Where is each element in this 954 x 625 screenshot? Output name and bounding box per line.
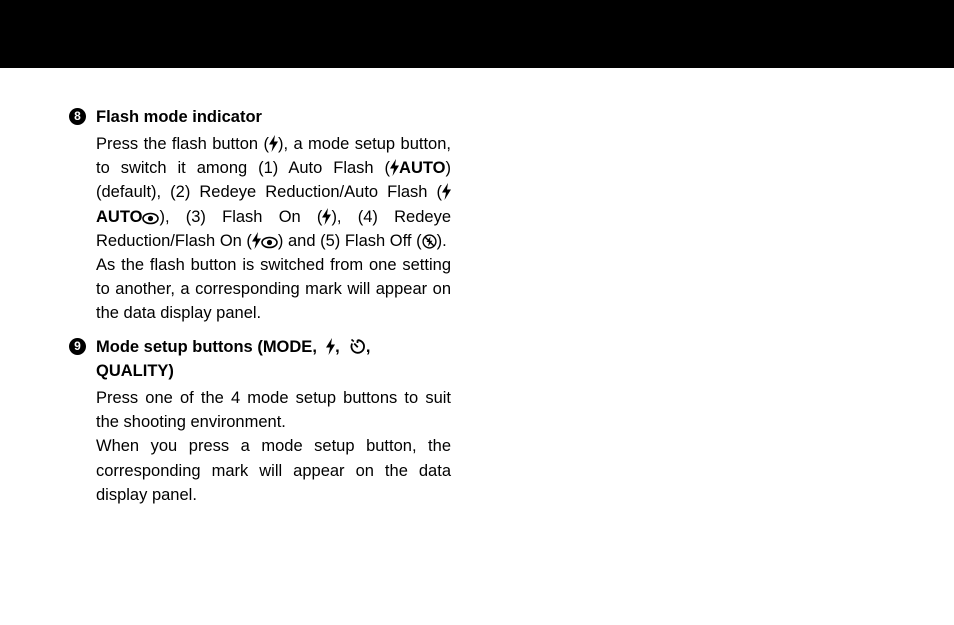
flash-icon — [252, 232, 261, 249]
text-run: ), a mode setup button, to switch it among (1) Auto Flash ( — [96, 135, 451, 178]
section-mode-setup-buttons — [69, 335, 469, 507]
section-heading: Flash mode indicator — [96, 108, 262, 126]
heading-text: , — [365, 338, 371, 356]
text-run: ). — [436, 231, 447, 250]
item-number-9: 9 — [69, 338, 86, 355]
redeye-icon — [142, 212, 159, 225]
auto-label: AUTO — [96, 207, 143, 226]
self-timer-icon — [349, 338, 366, 355]
heading-text: QUALITY) — [96, 362, 174, 380]
section-heading — [96, 335, 469, 383]
section-body — [96, 132, 451, 326]
text-run: ), (3) Flash On ( — [159, 207, 323, 226]
flash-icon — [326, 338, 335, 355]
flash-icon — [390, 159, 399, 176]
text-run: ) (default), (2) Redeye Reduction/Auto Flash ( — [96, 159, 451, 202]
flash-icon — [269, 135, 278, 152]
redeye-icon — [261, 236, 278, 249]
text-run: ) and (5) Flash Off ( — [277, 231, 422, 250]
section-body — [96, 386, 451, 507]
top-bar — [0, 0, 954, 68]
flash-icon — [442, 183, 451, 200]
text-run: ), (4) Redeye Reduction/Flash On ( — [96, 207, 451, 250]
paragraph-press-button: Press one of the 4 mode setup buttons to suit the shooting environment. — [96, 389, 451, 432]
paragraph-mark-appears: As the flash button is switched from one setting to another, a corresponding mark will appear on the data display panel. — [96, 256, 451, 323]
auto-label: AUTO — [399, 159, 446, 178]
paragraph-flash-modes — [96, 132, 451, 253]
section-flash-mode-indicator — [69, 105, 469, 326]
flash-off-icon — [422, 234, 437, 249]
heading-text: , — [335, 338, 340, 356]
item-number-8: 8 — [69, 108, 86, 125]
heading-text: Mode setup buttons (MODE, — [96, 338, 317, 356]
text-run: Press the flash button ( — [96, 135, 269, 153]
paragraph-mark-appears: When you press a mode setup button, the corresponding mark will appear on the data display panel. — [96, 437, 451, 504]
